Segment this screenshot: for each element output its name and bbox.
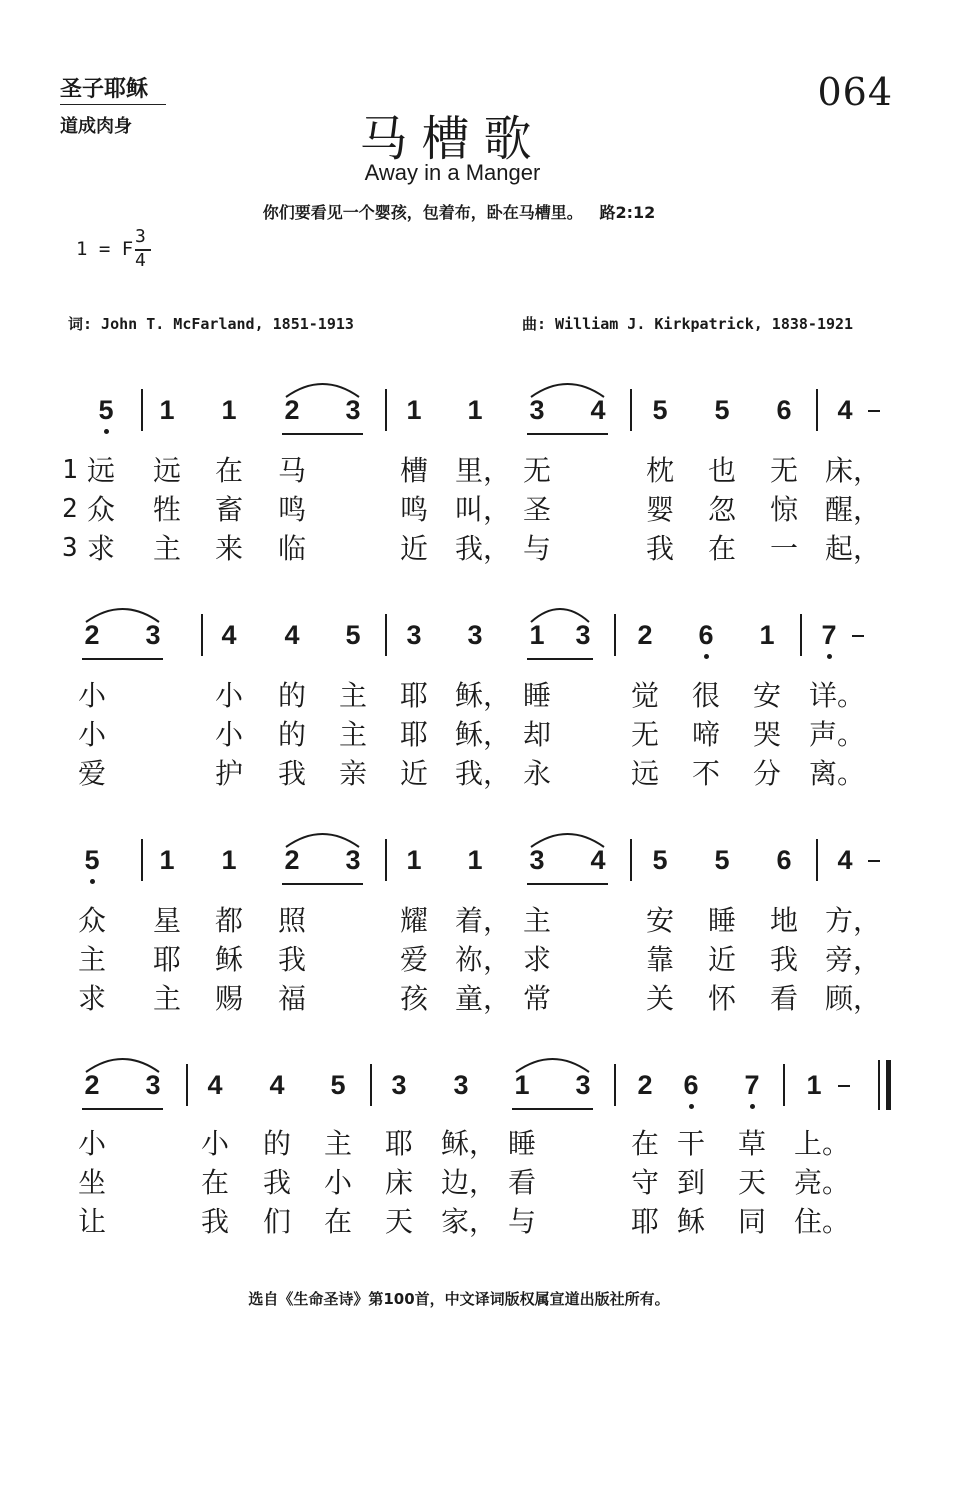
lyric-syllable: 声。	[809, 718, 866, 751]
note: 4	[207, 1070, 223, 1100]
lyric-syllable: 众	[86, 493, 115, 526]
note: 4	[837, 395, 853, 425]
note: 4	[269, 1070, 285, 1100]
hold-dash	[838, 1085, 850, 1087]
slur	[284, 827, 361, 849]
lyric-syllable: 枕	[645, 454, 674, 487]
bar-line	[141, 389, 143, 431]
note: 3	[529, 395, 545, 425]
note: 2	[637, 1070, 653, 1100]
lyric-syllable: 求	[86, 532, 115, 565]
lyric-syllable: 近	[707, 943, 736, 976]
lyric-syllable: 家，	[441, 1205, 498, 1238]
lyric-syllable: 床，	[825, 454, 882, 487]
lyric-syllable: 主	[77, 943, 106, 976]
lyric-syllable: 主	[338, 718, 367, 751]
eighth-note-beam	[527, 433, 608, 435]
lyric-syllable: 主	[522, 904, 551, 937]
lyric-syllable: 在	[707, 532, 736, 565]
low-octave-dot	[827, 654, 832, 659]
lyric-syllable: 惊	[769, 493, 798, 526]
lyric-syllable: 爱	[77, 757, 106, 790]
bar-line	[614, 1064, 616, 1106]
verse-number: 1	[62, 455, 78, 485]
note: 3	[453, 1070, 469, 1100]
lyric-syllable: 们	[262, 1205, 291, 1238]
note: 1	[406, 395, 422, 425]
lyric-syllable: 我，	[455, 757, 512, 790]
bar-line	[141, 839, 143, 881]
lyric-syllable: 稣	[676, 1205, 705, 1238]
note: 1	[529, 620, 545, 650]
lyric-syllable: 到	[676, 1166, 705, 1199]
note: 3	[467, 620, 483, 650]
lyric-syllable: 远	[152, 454, 181, 487]
lyric-syllable: 同	[737, 1205, 766, 1238]
lyric-syllable: 安	[645, 904, 674, 937]
lyric-syllable: 忽	[707, 493, 736, 526]
lyric-syllable: 祢，	[455, 943, 512, 976]
note: 3	[529, 845, 545, 875]
lyric-syllable: 却	[522, 718, 551, 751]
category-label: 圣子耶稣	[60, 76, 149, 102]
lyric-syllable: 近	[399, 757, 428, 790]
lyric-syllable: 临	[277, 532, 306, 565]
lyric-syllable: 住。	[794, 1205, 851, 1238]
note: 3	[345, 395, 361, 425]
lyric-syllable: 都	[214, 904, 243, 937]
slur	[529, 602, 591, 624]
lyric-syllable: 坐	[77, 1166, 106, 1199]
hold-dash	[852, 635, 864, 637]
eighth-note-beam	[282, 883, 363, 885]
note: 4	[221, 620, 237, 650]
eighth-note-beam	[527, 658, 593, 660]
lyric-syllable: 无	[769, 454, 798, 487]
lyric-syllable: 常	[522, 982, 551, 1015]
note: 5	[330, 1070, 346, 1100]
lyric-syllable: 无	[522, 454, 551, 487]
lyric-syllable: 福	[277, 982, 306, 1015]
lyric-syllable: 也	[707, 454, 736, 487]
note: 3	[145, 1070, 161, 1100]
note: 2	[84, 1070, 100, 1100]
note: 7	[744, 1070, 760, 1100]
slur	[514, 1052, 591, 1074]
lyric-syllable: 地	[769, 904, 798, 937]
time-signature-bottom: 4	[135, 250, 146, 271]
note: 5	[714, 395, 730, 425]
note: 3	[575, 620, 591, 650]
note: 4	[284, 620, 300, 650]
note: 2	[284, 845, 300, 875]
lyric-syllable: 来	[214, 532, 243, 565]
low-octave-dot	[704, 654, 709, 659]
lyric-syllable: 众	[77, 904, 106, 937]
title-english: Away in a Manger	[364, 160, 541, 185]
lyric-syllable: 童，	[455, 982, 512, 1015]
lyric-syllable: 婴	[645, 493, 674, 526]
lyric-syllable: 很	[691, 679, 720, 712]
lyric-syllable: 醒，	[825, 493, 882, 526]
note: 6	[698, 620, 714, 650]
note: 3	[145, 620, 161, 650]
bar-line	[385, 839, 387, 881]
lyric-syllable: 哭	[752, 718, 781, 751]
lyric-syllable: 我	[769, 943, 798, 976]
note: 1	[806, 1070, 822, 1100]
time-signature-top: 3	[135, 226, 146, 247]
lyric-syllable: 详。	[809, 679, 866, 712]
slur	[529, 377, 606, 399]
lyric-syllable: 我，	[455, 532, 512, 565]
lyric-syllable: 的	[277, 718, 306, 751]
lyric-syllable: 小	[77, 1127, 106, 1160]
lyric-syllable: 小	[214, 679, 243, 712]
lyric-syllable: 着，	[455, 904, 512, 937]
bar-line	[385, 389, 387, 431]
final-bar-thin	[878, 1060, 880, 1110]
lyric-syllable: 看	[507, 1166, 536, 1199]
slur	[529, 827, 606, 849]
low-octave-dot	[750, 1104, 755, 1109]
lyric-syllable: 怀	[707, 982, 736, 1015]
lyric-syllable: 上。	[794, 1127, 851, 1160]
note: 3	[575, 1070, 591, 1100]
hold-dash	[868, 860, 880, 862]
note: 3	[345, 845, 361, 875]
bar-line	[186, 1064, 188, 1106]
low-octave-dot	[689, 1104, 694, 1109]
lyric-syllable: 孩	[399, 982, 428, 1015]
bar-line	[783, 1064, 785, 1106]
lyric-syllable: 守	[630, 1166, 659, 1199]
lyric-syllable: 床	[384, 1166, 413, 1199]
note: 2	[284, 395, 300, 425]
note: 1	[759, 620, 775, 650]
time-signature	[135, 225, 146, 273]
lyric-syllable: 赐	[214, 982, 243, 1015]
eighth-note-beam	[527, 883, 608, 885]
lyricist-credit: 词: John T. McFarland, 1851-1913	[68, 315, 354, 333]
note: 2	[84, 620, 100, 650]
lyric-syllable: 觉	[630, 679, 659, 712]
lyric-syllable: 求	[522, 943, 551, 976]
note: 4	[590, 395, 606, 425]
lyric-syllable: 分	[752, 757, 781, 790]
low-octave-dot	[104, 429, 109, 434]
bar-line	[614, 614, 616, 656]
note: 5	[84, 845, 100, 875]
note: 6	[683, 1070, 699, 1100]
lyric-syllable: 亮。	[794, 1166, 851, 1199]
lyric-syllable: 耀	[399, 904, 428, 937]
title-chinese: 马槽歌	[359, 111, 546, 167]
hymn-number: 064	[817, 70, 893, 114]
bar-line	[816, 839, 818, 881]
lyric-syllable: 我	[645, 532, 674, 565]
note: 1	[159, 395, 175, 425]
bar-line	[370, 1064, 372, 1106]
lyric-syllable: 在	[200, 1166, 229, 1199]
note: 6	[776, 395, 792, 425]
lyric-syllable: 亲	[338, 757, 367, 790]
lyric-syllable: 叫，	[455, 493, 512, 526]
lyric-syllable: 稣，	[455, 679, 512, 712]
lyric-syllable: 一	[769, 532, 798, 565]
lyric-syllable: 永	[522, 757, 551, 790]
lyric-syllable: 小	[77, 679, 106, 712]
note: 5	[652, 395, 668, 425]
hold-dash	[868, 410, 880, 412]
lyric-syllable: 干	[676, 1127, 705, 1160]
lyric-syllable: 睡	[707, 904, 736, 937]
note: 1	[467, 395, 483, 425]
lyric-syllable: 星	[152, 904, 181, 937]
lyric-syllable: 小	[214, 718, 243, 751]
slur	[84, 1052, 161, 1074]
lyric-syllable: 睡	[522, 679, 551, 712]
eighth-note-beam	[282, 433, 363, 435]
note: 5	[652, 845, 668, 875]
key-signature: 1 = F	[76, 238, 134, 260]
scripture-reference: 你们要看见一个婴孩，包着布，卧在马槽里。 路2:12	[262, 203, 656, 222]
lyric-syllable: 稣，	[441, 1127, 498, 1160]
lyric-syllable: 我	[262, 1166, 291, 1199]
lyric-syllable: 在	[630, 1127, 659, 1160]
lyric-syllable: 槽	[399, 454, 428, 487]
composer-credit: 曲: William J. Kirkpatrick, 1838-1921	[522, 315, 854, 333]
note: 1	[159, 845, 175, 875]
lyric-syllable: 靠	[645, 943, 674, 976]
eighth-note-beam	[82, 1108, 163, 1110]
lyric-syllable: 小	[77, 718, 106, 751]
bar-line	[385, 614, 387, 656]
lyric-syllable: 关	[645, 982, 674, 1015]
lyric-syllable: 边，	[441, 1166, 498, 1199]
lyric-syllable: 稣，	[455, 718, 512, 751]
verse-number: 3	[62, 533, 78, 563]
lyric-syllable: 与	[522, 532, 551, 565]
note: 6	[776, 845, 792, 875]
lyric-syllable: 鸣	[277, 493, 306, 526]
note: 2	[637, 620, 653, 650]
subcategory-label: 道成肉身	[60, 116, 132, 137]
lyric-syllable: 离。	[809, 757, 866, 790]
note: 3	[406, 620, 422, 650]
note: 3	[391, 1070, 407, 1100]
lyric-syllable: 方，	[825, 904, 882, 937]
note: 1	[221, 845, 237, 875]
low-octave-dot	[90, 879, 95, 884]
note: 4	[590, 845, 606, 875]
lyric-syllable: 马	[277, 454, 306, 487]
lyric-syllable: 旁，	[825, 943, 882, 976]
lyric-syllable: 耶	[152, 943, 181, 976]
note: 7	[821, 620, 837, 650]
note: 1	[467, 845, 483, 875]
lyric-syllable: 与	[507, 1205, 536, 1238]
lyric-syllable: 在	[214, 454, 243, 487]
note: 5	[345, 620, 361, 650]
lyric-syllable: 牲	[152, 493, 181, 526]
lyric-syllable: 起，	[825, 532, 882, 565]
lyric-syllable: 安	[752, 679, 781, 712]
lyric-syllable: 远	[86, 454, 115, 487]
lyric-syllable: 看	[769, 982, 798, 1015]
note: 5	[714, 845, 730, 875]
lyric-syllable: 耶	[399, 679, 428, 712]
final-bar-thick	[886, 1060, 891, 1110]
slur	[84, 602, 161, 624]
lyric-syllable: 耶	[630, 1205, 659, 1238]
note: 5	[98, 395, 114, 425]
bar-line	[201, 614, 203, 656]
lyric-syllable: 耶	[399, 718, 428, 751]
slur	[284, 377, 361, 399]
lyric-syllable: 无	[630, 718, 659, 751]
lyric-syllable: 草	[737, 1127, 766, 1160]
lyric-syllable: 护	[214, 757, 243, 790]
lyric-syllable: 小	[200, 1127, 229, 1160]
lyric-syllable: 的	[277, 679, 306, 712]
lyric-syllable: 睡	[507, 1127, 536, 1160]
lyric-syllable: 我	[277, 757, 306, 790]
note: 1	[221, 395, 237, 425]
lyric-syllable: 天	[737, 1166, 766, 1199]
lyric-syllable: 不	[691, 757, 720, 790]
bar-line	[630, 839, 632, 881]
lyric-syllable: 主	[152, 532, 181, 565]
bar-line	[800, 614, 802, 656]
lyric-syllable: 我	[277, 943, 306, 976]
lyric-syllable: 的	[262, 1127, 291, 1160]
note: 4	[837, 845, 853, 875]
lyric-syllable: 顾，	[825, 982, 882, 1015]
lyric-syllable: 小	[323, 1166, 352, 1199]
copyright-footer: 选自《生命圣诗》第100首，中文译词版权属宣道出版社所有。	[248, 1290, 670, 1308]
lyric-syllable: 稣	[214, 943, 243, 976]
lyric-syllable: 畜	[214, 493, 243, 526]
lyric-syllable: 圣	[522, 493, 551, 526]
lyric-syllable: 主	[152, 982, 181, 1015]
lyric-syllable: 啼	[691, 718, 720, 751]
lyric-syllable: 我	[200, 1205, 229, 1238]
lyric-syllable: 在	[323, 1205, 352, 1238]
bar-line	[630, 389, 632, 431]
lyric-syllable: 主	[338, 679, 367, 712]
verse-number: 2	[62, 494, 78, 524]
lyric-syllable: 爱	[399, 943, 428, 976]
eighth-note-beam	[512, 1108, 593, 1110]
note: 1	[514, 1070, 530, 1100]
eighth-note-beam	[82, 658, 163, 660]
lyric-syllable: 鸣	[399, 493, 428, 526]
lyric-syllable: 耶	[384, 1127, 413, 1160]
lyric-syllable: 让	[77, 1205, 106, 1238]
bar-line	[816, 389, 818, 431]
lyric-syllable: 里，	[455, 454, 512, 487]
note: 1	[406, 845, 422, 875]
lyric-syllable: 求	[77, 982, 106, 1015]
lyric-syllable: 远	[630, 757, 659, 790]
lyric-syllable: 近	[399, 532, 428, 565]
lyric-syllable: 天	[384, 1205, 413, 1238]
lyric-syllable: 照	[277, 904, 306, 937]
lyric-syllable: 主	[323, 1127, 352, 1160]
